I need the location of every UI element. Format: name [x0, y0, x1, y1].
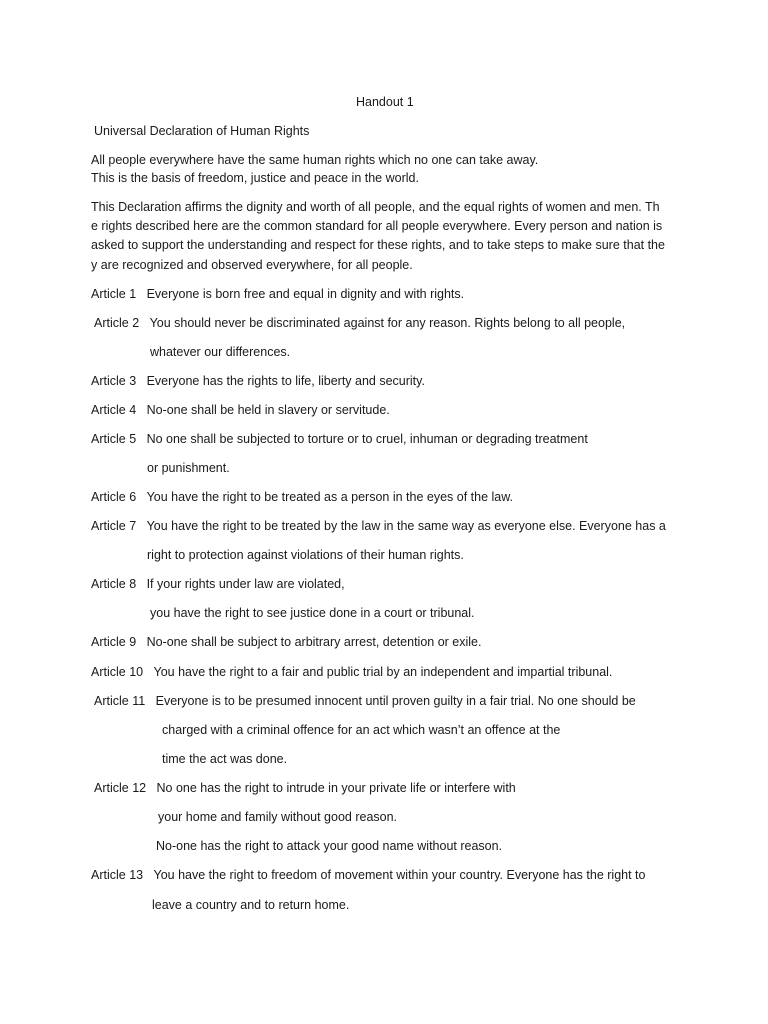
- article-text: You have the right to freedom of movement within your country. Everyone has the right to: [153, 868, 646, 882]
- article-7: [91, 518, 666, 534]
- article-12: [94, 780, 516, 796]
- article-text: time the act was done.: [162, 752, 288, 766]
- article-text: No-one shall be held in slavery or servitude.: [146, 403, 390, 417]
- article-label: Article 2: [94, 316, 140, 330]
- article-3: [91, 373, 425, 389]
- article-text: Everyone is to be presumed innocent until proven guilty in a fair trial. No one should be: [155, 694, 636, 708]
- article-6: [91, 489, 513, 505]
- article-label: Article 1: [91, 287, 137, 301]
- handout-title: Handout 1: [356, 95, 414, 109]
- article-label: Article 12: [94, 781, 147, 795]
- article-label: Article 4: [91, 403, 137, 417]
- document-heading: Universal Declaration of Human Rights: [94, 124, 310, 138]
- article-2: [94, 315, 625, 331]
- article-label: Article 3: [91, 374, 137, 388]
- preamble-line: This Declaration affirms the dignity and worth of all people, and the equal rights of women and men. Th: [91, 200, 660, 214]
- article-9: [91, 634, 481, 650]
- article-text: No-one shall be subject to arbitrary arrest, detention or exile.: [146, 635, 482, 649]
- article-text: No one shall be subjected to torture or to cruel, inhuman or degrading treatment: [146, 432, 588, 446]
- article-text: You should never be discriminated against for any reason. Rights belong to all people,: [149, 316, 626, 330]
- article-4: [91, 402, 390, 418]
- article-label: Article 10: [91, 665, 144, 679]
- article-11: [94, 693, 636, 709]
- article-text: your home and family without good reason.: [158, 810, 398, 824]
- article-text: charged with a criminal offence for an act which wasn’t an offence at the: [162, 723, 561, 737]
- article-label: Article 8: [91, 577, 137, 591]
- article-label: Article 11: [94, 694, 146, 708]
- preamble-line: asked to support the understanding and respect for these rights, and to take steps to make sure that the: [91, 238, 665, 252]
- article-text: If your rights under law are violated,: [146, 577, 345, 591]
- article-text: You have the right to be treated as a person in the eyes of the law.: [146, 490, 514, 504]
- article-text: Everyone is born free and equal in dignity and with rights.: [146, 287, 465, 301]
- article-label: Article 5: [91, 432, 137, 446]
- article-label: Article 6: [91, 490, 137, 504]
- article-label: Article 13: [91, 868, 144, 882]
- article-10: [91, 664, 612, 680]
- article-text: You have the right to be treated by the law in the same way as everyone else. Everyone has a: [146, 519, 666, 533]
- article-text: or punishment.: [147, 461, 230, 475]
- article-text: You have the right to a fair and public trial by an independent and impartial tribunal.: [153, 665, 613, 679]
- article-text: leave a country and to return home.: [152, 898, 350, 912]
- article-label: Article 9: [91, 635, 137, 649]
- article-text: whatever our differences.: [150, 345, 291, 359]
- article-8: [91, 576, 345, 592]
- intro-line: All people everywhere have the same human rights which no one can take away.: [91, 153, 539, 167]
- article-text: you have the right to see justice done in a court or tribunal.: [150, 606, 475, 620]
- article-label: Article 7: [91, 519, 137, 533]
- article-5: [91, 431, 588, 447]
- preamble-line: e rights described here are the common standard for all people everywhere. Every person and nation is: [91, 219, 663, 233]
- article-text: Everyone has the rights to life, liberty and security.: [146, 374, 425, 388]
- article-13: [91, 867, 645, 883]
- article-text: right to protection against violations of their human rights.: [147, 548, 464, 562]
- article-text: No one has the right to intrude in your private life or interfere with: [156, 781, 516, 795]
- preamble-line: y are recognized and observed everywhere, for all people.: [91, 258, 413, 272]
- article-text: No-one has the right to attack your good name without reason.: [156, 839, 503, 853]
- intro-line: This is the basis of freedom, justice and peace in the world.: [91, 171, 419, 185]
- article-1: [91, 286, 464, 302]
